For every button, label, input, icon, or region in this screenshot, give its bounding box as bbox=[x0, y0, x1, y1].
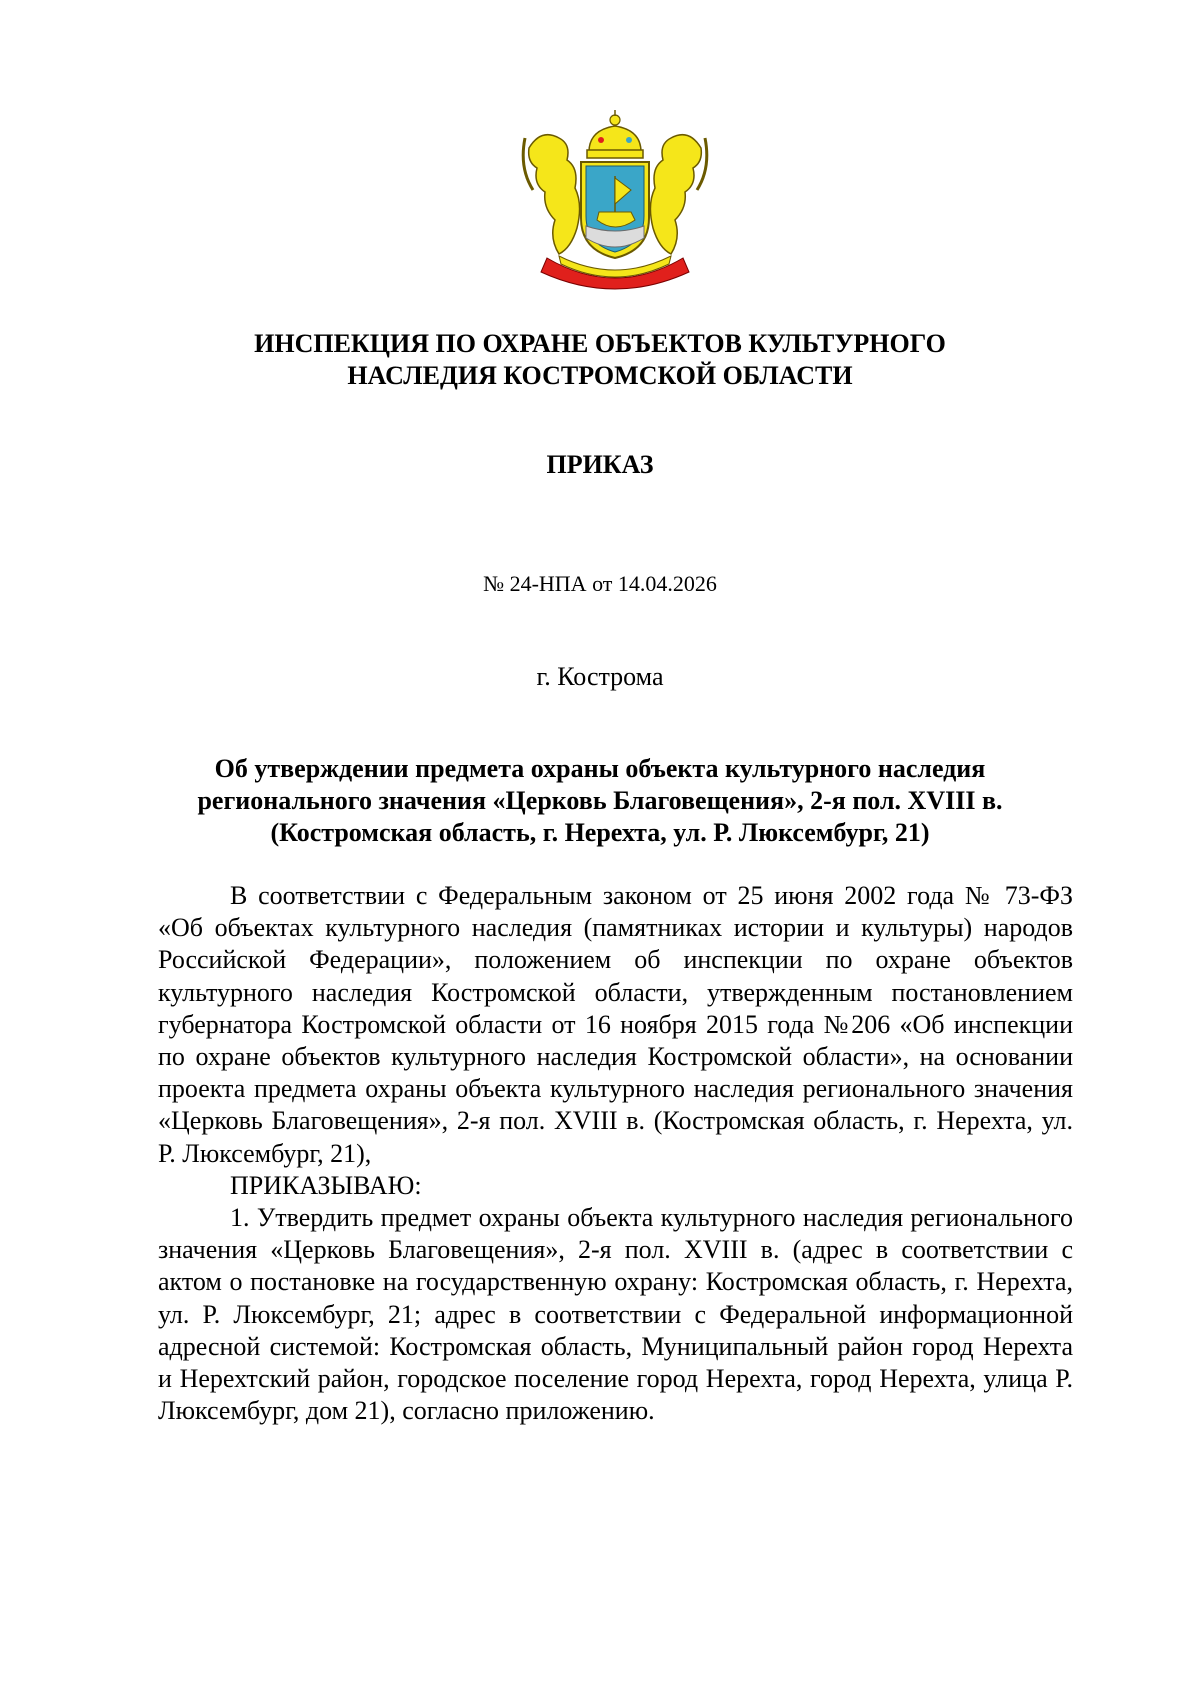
subject-line-3: (Костромская область, г. Нерехта, ул. Р. Люксембург, 21) bbox=[270, 818, 930, 847]
order-number-and-date: № 24-НПА от 14.04.2026 bbox=[483, 571, 717, 596]
organization-name-line-1: ИНСПЕКЦИЯ ПО ОХРАНЕ ОБЪЕКТОВ КУЛЬТУРНОГО bbox=[254, 329, 946, 358]
order-body bbox=[158, 880, 1073, 1427]
organization-name-line-2: НАСЛЕДИЯ КОСТРОМСКОЙ ОБЛАСТИ bbox=[347, 361, 853, 390]
order-subject-heading bbox=[150, 753, 1050, 849]
place-of-issue: г. Кострома bbox=[536, 662, 664, 691]
preamble-paragraph: В соответствии с Федеральным законом от 25 июня 2002 года № 73-ФЗ «Об объектах культурного наследия (памятниках истории и культуры) народов Российской Федерации», положением об инспекции по охране объектов культурного наследия Костромской области, утвержденным постановлением губернатора Костромской области от 16 ноября 2015 года №206 «Об инспекции по охране объектов культурного наследия Костромской области», на основании проекта предмета охраны объекта культурного наследия регионального значения «Церковь Благовещения», 2-я пол. XVIII в. (Костромская область, г. Нерехта, ул. Р. Люксембург, 21), bbox=[158, 881, 1073, 1168]
document-type-title: ПРИКАЗ bbox=[546, 450, 654, 479]
order-directive-word: ПРИКАЗЫВАЮ: bbox=[230, 1170, 422, 1200]
kostroma-oblast-coat-of-arms-icon bbox=[519, 108, 711, 298]
organization-name bbox=[120, 328, 1080, 392]
subject-line-1: Об утверждении предмета охраны объекта культурного наследия bbox=[214, 754, 986, 783]
subject-line-2: регионального значения «Церковь Благовещения», 2-я пол. XVIII в. bbox=[197, 786, 1003, 815]
order-item-1: 1. Утвердить предмет охраны объекта культурного наследия регионального значения «Церковь Благовещения», 2-я пол. XVIII в. (адрес в соответствии с актом о постановке на государственную охрану: Костромская область, г. Нерехта, ул. Р. Люксембург, 21; адрес в соответствии с Федеральной информационной адресной системой: Костромская область, Муниципальный район город Нерехта и Нерехтский район, городское поселение город Нерехта, город Нерехта, улица Р. Люксембург, дом 21), согласно приложению. bbox=[158, 1203, 1073, 1426]
